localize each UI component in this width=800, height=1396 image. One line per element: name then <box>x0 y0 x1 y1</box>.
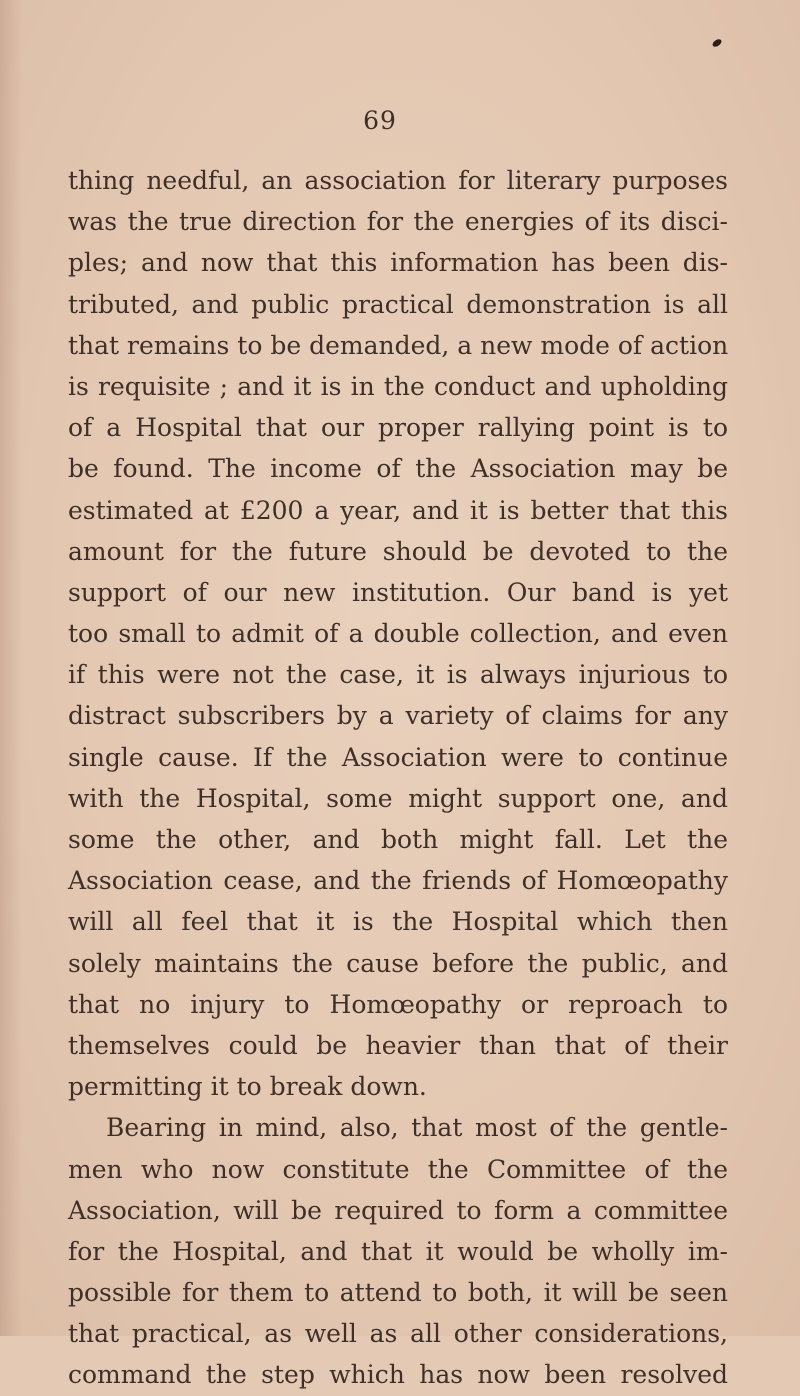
text-line: command the step which has now been resolved <box>68 1360 728 1390</box>
text-line: for the Hospital, and that it would be wholly im- <box>68 1236 728 1266</box>
page-edge-shadow <box>0 0 22 1336</box>
text-line: Association, will be required to form a committee <box>68 1195 728 1225</box>
text-line: too small to admit of a double collection, and even <box>68 619 728 649</box>
text-line: that practical, as well as all other considerations, <box>68 1319 728 1349</box>
ink-speck <box>711 38 723 49</box>
text-line: possible for them to attend to both, it will be seen <box>68 1278 728 1308</box>
text-line: of a Hospital that our proper rallying point is to <box>68 413 728 443</box>
text-line: thing needful, an association for literary purposes <box>68 166 728 195</box>
text-line: be found. The income of the Association may be <box>68 454 728 484</box>
text-line: some the other, and both might fall. Let the <box>68 825 728 854</box>
text-line: solely maintains the cause before the public, and <box>68 948 728 978</box>
text-line: if this were not the case, it is always injurious to <box>68 660 728 690</box>
text-line: support of our new institution. Our band is yet <box>68 577 728 607</box>
paragraph-end-line: permitting it to break down. <box>68 1072 427 1102</box>
text-line: was the true direction for the energies of its disci- <box>68 207 728 237</box>
paragraph-start-line: Bearing in mind, also, that most of the gentle- <box>106 1113 728 1143</box>
text-line: that no injury to Homœopathy or reproach to <box>68 989 728 1019</box>
text-line: men who now constitute the Committee of the <box>68 1154 728 1184</box>
text-line: will all feel that it is the Hospital which then <box>68 907 728 937</box>
text-line: with the Hospital, some might support one, and <box>68 783 728 813</box>
text-line: distract subscribers by a variety of claims for any <box>68 701 728 731</box>
text-line: ples; and now that this information has been dis- <box>68 248 728 278</box>
text-line: single cause. If the Association were to continue <box>68 742 728 772</box>
text-line: tributed, and public practical demonstration is all <box>68 289 728 319</box>
body-text <box>68 160 728 1396</box>
text-line: is requisite ; and it is in the conduct and upholding <box>68 371 728 401</box>
text-line: amount for the future should be devoted to the <box>68 536 728 566</box>
text-line: Association cease, and the friends of Homœopathy <box>68 866 728 896</box>
text-line: estimated at £200 a year, and it is better that this <box>68 495 728 525</box>
text-line: themselves could be heavier than that of their <box>68 1030 728 1060</box>
page-number: 69 <box>363 106 397 135</box>
text-line: that remains to be demanded, a new mode of action <box>68 330 729 360</box>
